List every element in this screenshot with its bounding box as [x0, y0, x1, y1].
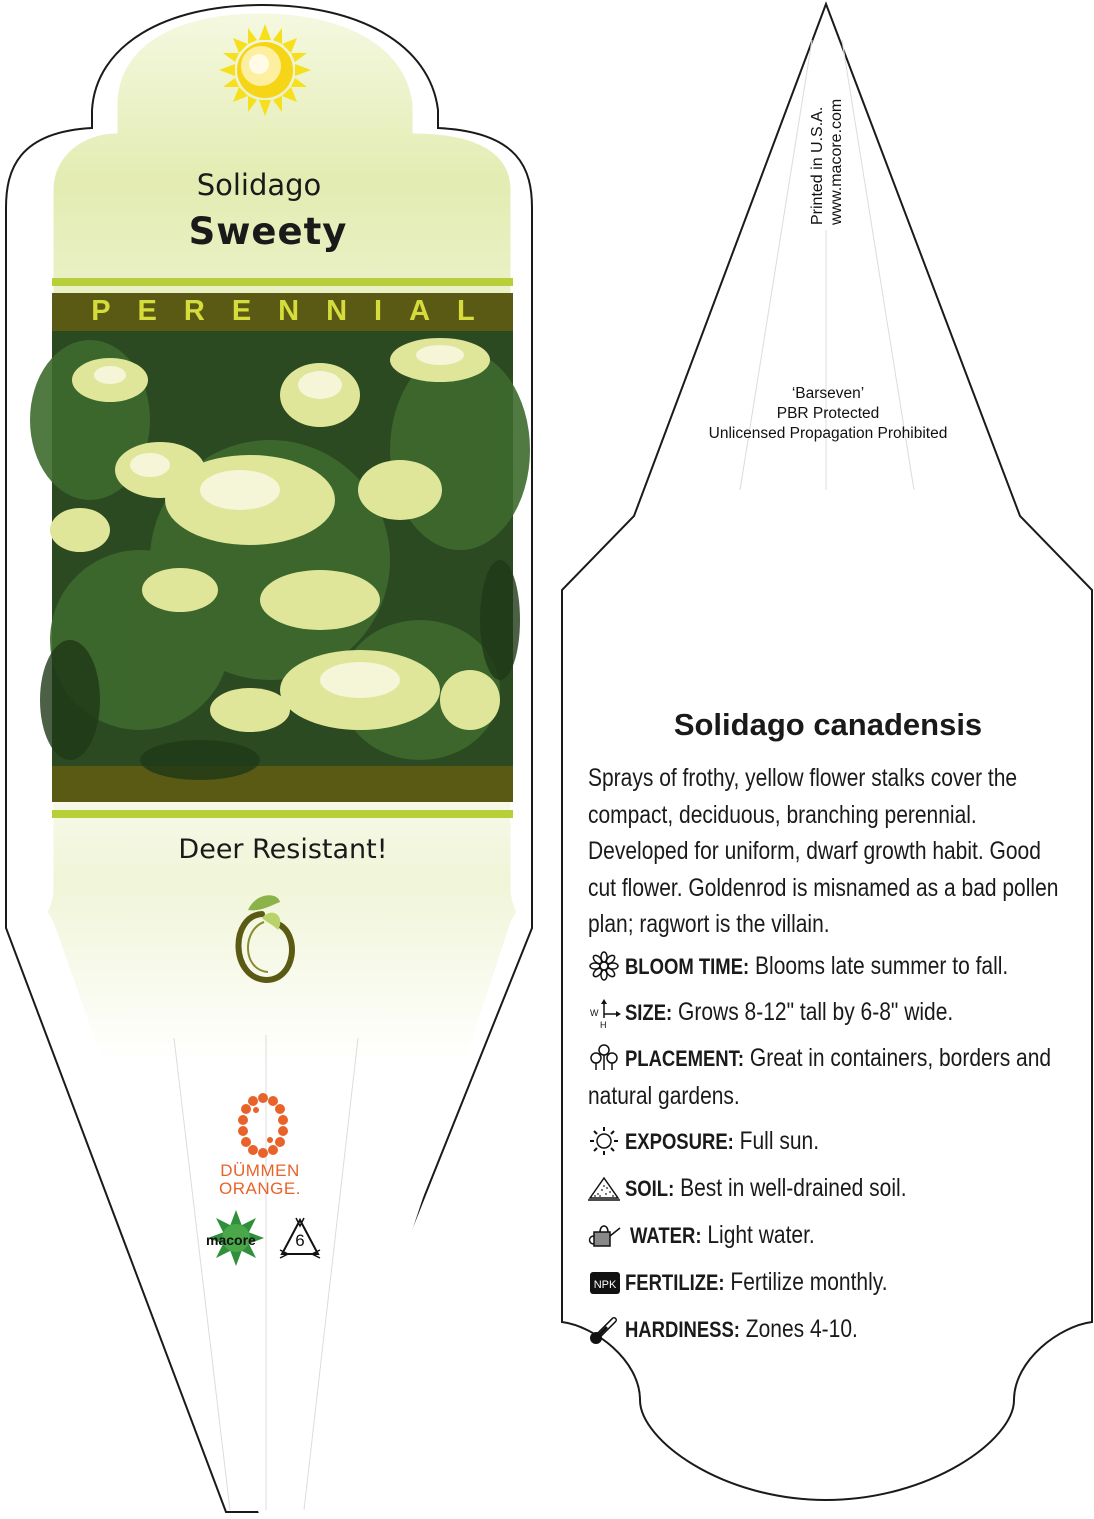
plant-description: Sprays of frothy, yellow flower stalks cover the compact, deciduous, branching perennial. Developed for uniform, dwarf growth habit. Good cut flower. Goldenrod is misnamed as a bad pollen plan; ragwort is the villain.	[588, 764, 1059, 938]
size-icon-h: H	[600, 1020, 607, 1030]
care-label: HARDINESS:	[624, 1317, 740, 1342]
care-row-placement	[588, 1040, 1068, 1114]
breeder-logo-text-inner: DÜMMEN ORANGE.	[219, 1161, 301, 1198]
care-value: Blooms late summer to fall.	[755, 952, 1009, 980]
care-row-water	[588, 1217, 1068, 1255]
care-value: Fertilize monthly.	[730, 1268, 888, 1296]
recycle-code: 6	[295, 1231, 305, 1250]
care-row-exposure	[588, 1123, 1068, 1161]
care-label: SOIL:	[624, 1176, 675, 1201]
care-row-hardiness	[588, 1311, 1068, 1349]
cultivar-name: ‘Barseven’	[791, 385, 865, 402]
care-value: Best in well-drained soil.	[680, 1174, 907, 1202]
top-lime-stripe	[52, 278, 513, 286]
scientific-name: Solidago canadensis	[673, 707, 983, 742]
printed-info	[808, 99, 846, 225]
propagation-label: Unlicensed Propagation Prohibited	[708, 425, 948, 442]
care-label: BLOOM TIME:	[624, 954, 750, 979]
category-label: PERENNIAL	[91, 295, 502, 327]
printer-logo-text: macore	[206, 1232, 256, 1248]
flower-photo	[30, 331, 530, 780]
photo-bottom-band	[52, 766, 513, 802]
care-row-soil	[588, 1170, 1068, 1208]
care-row-bloom	[588, 948, 1068, 986]
care-value: Grows 8-12" tall by 6-8" wide.	[678, 998, 954, 1026]
care-label: SIZE:	[624, 1000, 673, 1025]
variety-name: Sweety	[188, 210, 348, 253]
bottom-lime-stripe	[52, 810, 513, 818]
care-value: Great in containers, borders and natural gardens.	[588, 1044, 1052, 1110]
website-label: www.macore.com	[828, 98, 845, 225]
care-value: Zones 4-10.	[745, 1315, 858, 1343]
feature-label: Deer Resistant!	[178, 834, 388, 865]
pbr-label: PBR Protected	[776, 405, 880, 422]
care-row-fertilize	[588, 1264, 1068, 1302]
genus-name: Solidago	[196, 168, 322, 202]
printed-label: Printed in U.S.A.	[809, 106, 826, 225]
size-icon-w: W	[590, 1008, 599, 1018]
care-value: Full sun.	[739, 1127, 820, 1155]
care-label: PLACEMENT:	[624, 1046, 745, 1071]
breeder-logo-text	[190, 1162, 330, 1198]
care-label: WATER:	[630, 1223, 702, 1248]
protection-info	[650, 384, 1006, 444]
npk-icon-text: NPK	[593, 1279, 617, 1291]
care-row-size	[588, 994, 1068, 1032]
care-label: FERTILIZE:	[624, 1270, 725, 1295]
care-label: EXPOSURE:	[624, 1129, 734, 1154]
care-value: Light water.	[707, 1221, 815, 1249]
